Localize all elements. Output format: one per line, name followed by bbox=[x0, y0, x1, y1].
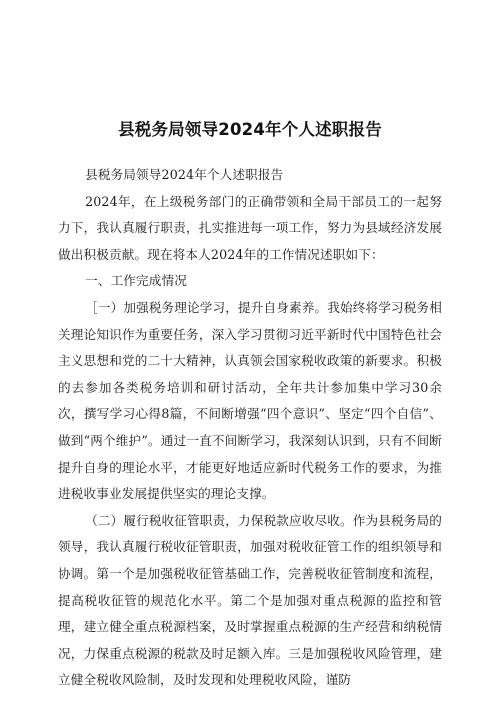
body-paragraph-2: （二）履行税收征管职责，力保税款应收尽收。作为县税务局的领导，我认真履行税收征管职责，加强对税收征管工作的组织领导和协调。第一个是加强税收征管基础工作，完善税收征管制度和流程，提高税收征管的规范化水平。第二个是加强对重点税源的监控和管理，建立健全重点税源档案，及时掌握重点税源的生产经营和纳税情况，力保重点税源的税款及时足额入库。三是加强税收风险管理，建立健全税收风险制，及时发现和处理税收风险，谨防 bbox=[58, 512, 442, 688]
intro-paragraph: 2024年，在上级税务部门的正确带领和全局干部员工的一起努力下，我认真履行职责，扎实推进每一项工作，努力为县域经济发展做出积极贡献。现在将本人2024年的工作情况述职如下： bbox=[58, 193, 442, 262]
section-heading: 一、工作完成情况 bbox=[85, 273, 188, 289]
document-title: 县税务局领导2024年个人述职报告 bbox=[118, 120, 382, 139]
body-paragraph-1: ［一）加强税务理论学习，提升自身素养。我始终将学习税务相关理论知识作为重要任务，深入学习贯彻习近平新时代中国特色社会主义思想和党的二十大精神，认真领会国家税收政策的新要求。积极的去参加各类税务培训和研讨活动，全年共计参加集中学习30余次，撰写学习心得8篇，不间断增强“四个意识”、坚定“四个自信”、做到“两个维护”。通过一直不间断学习，我深刻认识到，只有不间断提升自身的理论水平，才能更好地适应新时代税务工作的要求，为推进税收事业发展提供坚实的理论支撑。 bbox=[58, 299, 442, 502]
document-subtitle: 县税务局领导2024年个人述职报告 bbox=[85, 167, 284, 182]
